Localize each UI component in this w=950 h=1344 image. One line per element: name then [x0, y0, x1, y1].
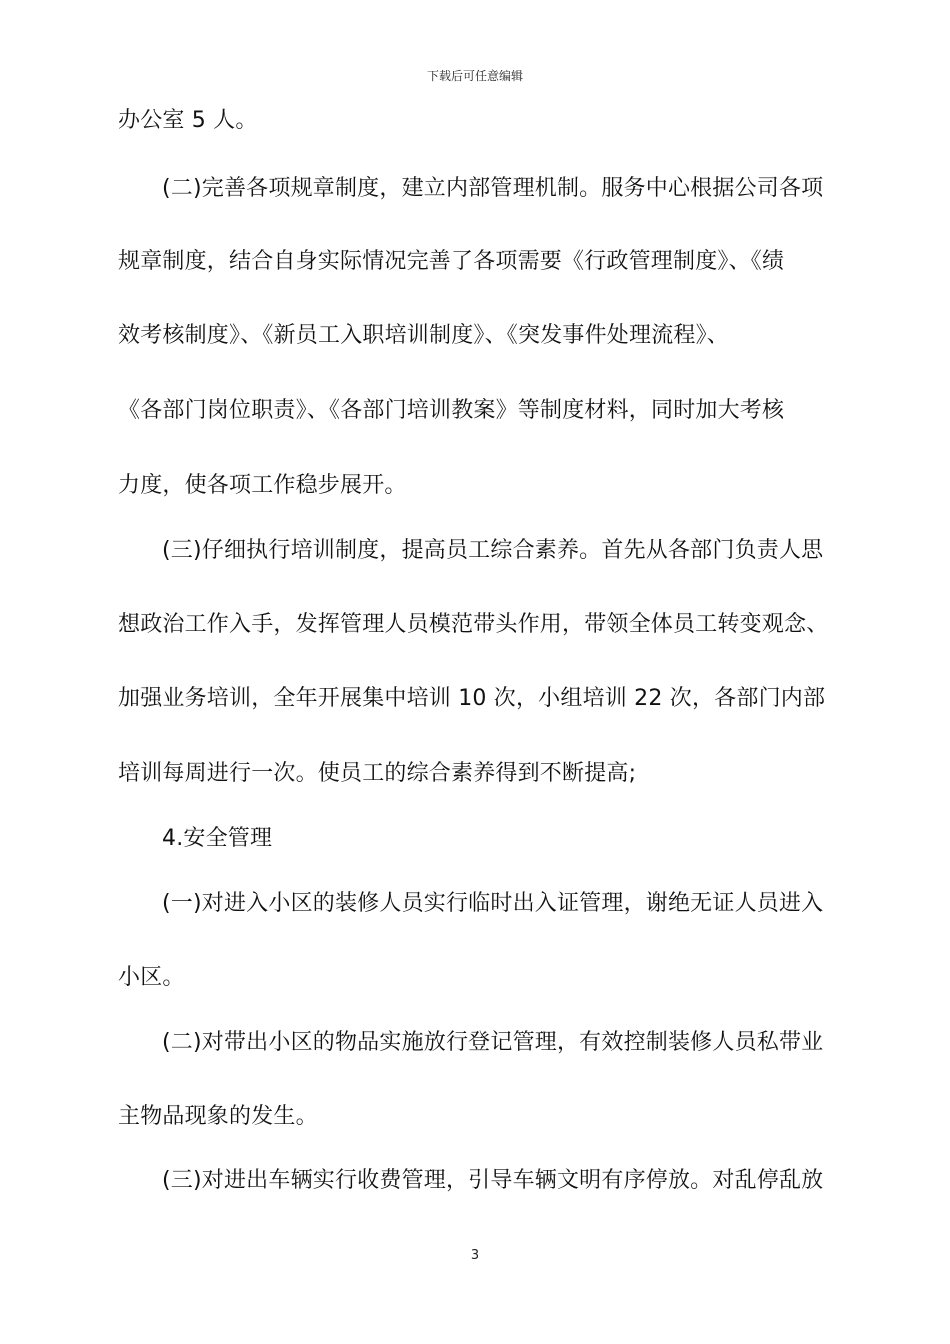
text-line: 办公室 5 人。 — [118, 108, 258, 133]
page-number: 3 — [470, 1248, 480, 1263]
page-header: 下载后可任意编辑 — [426, 69, 523, 83]
text-line: 加强业务培训，全年开展集中培训 10 次，小组培训 22 次，各部门内部 — [118, 686, 826, 711]
text-line: 力度，使各项工作稳步展开。 — [118, 473, 407, 498]
section-heading: 4.安全管理 — [162, 826, 273, 851]
text-line: 《各部门岗位职责》、《各部门培训教案》等制度材料，同时加大考核 — [118, 398, 785, 423]
paragraph-start-line: (二)对带出小区的物品实施放行登记管理，有效控制装修人员私带业 — [162, 1030, 824, 1055]
paragraph-start-line: (一)对进入小区的装修人员实行临时出入证管理，谢绝无证人员进入 — [162, 891, 824, 916]
text-line: 规章制度，结合自身实际情况完善了各项需要《行政管理制度》、《绩 — [118, 249, 785, 274]
text-line: 小区。 — [118, 965, 185, 990]
paragraph-start-line: (二)完善各项规章制度，建立内部管理机制。服务中心根据公司各项 — [162, 176, 824, 201]
text-line: 主物品现象的发生。 — [118, 1104, 318, 1129]
text-line: 想政治工作入手，发挥管理人员模范带头作用，带领全体员工转变观念、 — [118, 612, 829, 637]
text-line: 效考核制度》、《新员工入职培训制度》、《突发事件处理流程》、 — [118, 323, 730, 348]
text-line: 培训每周进行一次。使员工的综合素养得到不断提高; — [118, 761, 637, 786]
paragraph-start-line: (三)仔细执行培训制度，提高员工综合素养。首先从各部门负责人思 — [162, 538, 824, 563]
paragraph-start-line: (三)对进出车辆实行收费管理，引导车辆文明有序停放。对乱停乱放 — [162, 1168, 824, 1193]
